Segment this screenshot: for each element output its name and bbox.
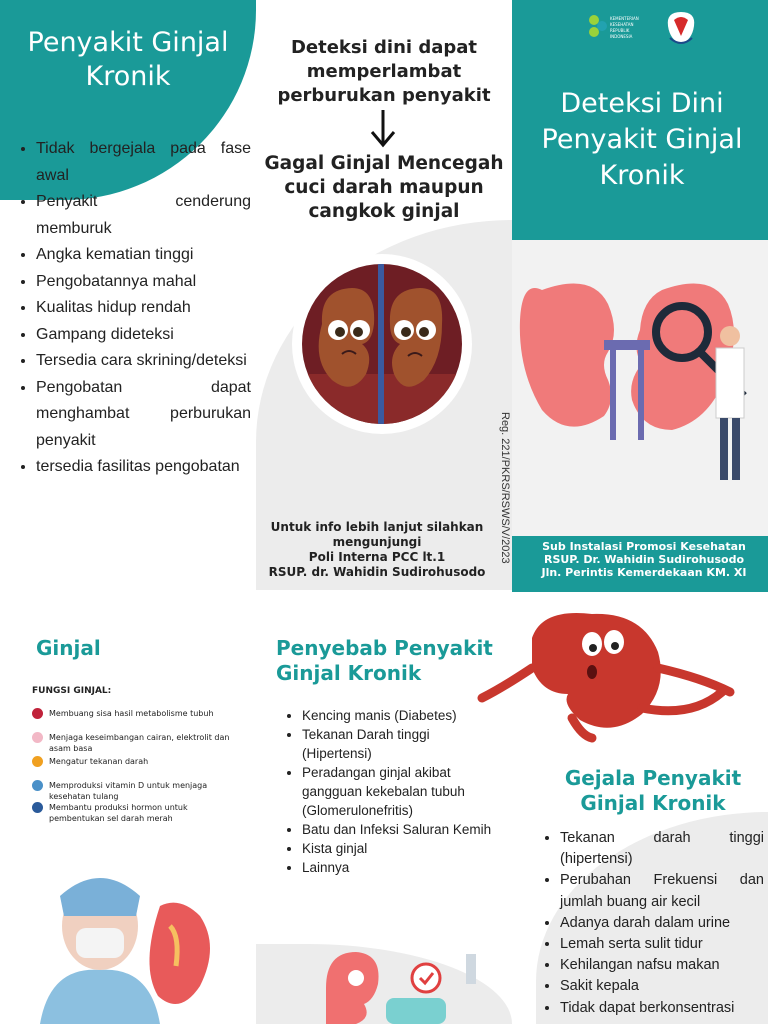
- list-item: • Adanya darah dalam urine: [560, 913, 764, 934]
- list-item: • Batu dan Infeksi Saluran Kemih: [302, 820, 502, 839]
- function-item: Memproduksi vitamin D untuk menjaga kesehatan tulang: [32, 780, 242, 802]
- function-item: Menjaga keseimbangan cairan, elektrolit dan asam basa: [32, 732, 242, 754]
- svg-text:INDONESIA: INDONESIA: [610, 34, 633, 39]
- doctor-kidney-photo: [30, 866, 240, 1024]
- list-item: • Peradangan ginjal akibat gangguan kekebalan tubuh (Glomerulonefritis): [302, 763, 502, 820]
- panel2-heading: Deteksi dini dapat memperlambat perburukan penyakit: [277, 37, 491, 106]
- sad-kidney-character: [472, 608, 740, 744]
- address-line: RSUP. Dr. Wahidin Sudirohusodo: [543, 553, 745, 566]
- list-item: • Perubahan Frekuensi dan jumlah buang air kecil: [560, 870, 764, 912]
- hospital-address: [520, 540, 768, 579]
- gejala-title: Gejala Penyakit Ginjal Kronik: [564, 766, 742, 815]
- list-item: • Kista ginjal: [302, 839, 502, 858]
- kidney-characters-illustration: [302, 264, 462, 424]
- list-item: • Angka kematian tinggi: [36, 242, 251, 269]
- list-item: • Tekanan Darah tinggi (Hipertensi): [302, 725, 502, 763]
- registration-number: [488, 410, 511, 590]
- panel1-title: Penyakit Ginjal Kronik: [27, 27, 229, 92]
- svg-text:KESEHATAN: KESEHATAN: [610, 22, 634, 27]
- function-item: Membantu produksi hormon untuk pembentukan sel darah merah: [32, 802, 242, 824]
- info-line: Poli Interna PCC lt.1: [308, 550, 446, 564]
- list-item: • Kualitas hidup rendah: [36, 295, 251, 322]
- svg-text:KEMENTERIAN: KEMENTERIAN: [610, 16, 639, 21]
- list-item: • Tekanan darah tinggi (hipertensi): [560, 828, 764, 870]
- info-line: RSUP. dr. Wahidin Sudirohusodo: [268, 565, 486, 579]
- reg-text: Reg. 221/PKRS/RSWS/V/2023: [499, 412, 511, 564]
- function-bullet-icon: [32, 732, 43, 743]
- penyebab-title: Penyebab Penyakit Ginjal Kronik: [276, 636, 493, 685]
- address-line: Sub Instalasi Promosi Kesehatan: [542, 540, 746, 553]
- function-bullet-icon: [32, 708, 43, 719]
- list-item: • tersedia fasilitas pengobatan: [36, 454, 251, 481]
- panel2-subheading: Gagal Ginjal Mencegah cuci darah maupun cangkok ginjal: [264, 153, 504, 222]
- function-item: Mengatur tekanan darah: [32, 756, 242, 767]
- function-bullet-icon: [32, 756, 43, 767]
- kemenkes-logo: [584, 10, 650, 44]
- list-item: • Lainnya: [302, 858, 502, 877]
- list-item: • Penyakit cenderung memburuk: [36, 189, 251, 242]
- list-item: • Lemah serta sulit tidur: [560, 934, 764, 955]
- gejala-list: [544, 828, 764, 1019]
- panel3-title: Deteksi Dini Penyakit Ginjal Kronik: [541, 88, 743, 191]
- address-line: Jln. Perintis Kemerdekaan KM. XI: [541, 566, 747, 579]
- info-line: Untuk info lebih lanjut silahkan mengunjungi: [270, 520, 484, 549]
- function-item: Membuang sisa hasil metabolisme tubuh: [32, 708, 242, 719]
- arrow-down-icon: [368, 108, 398, 148]
- contact-info: [262, 520, 492, 580]
- list-item: • Pengobatan dapat menghambat perburukan penyakit: [36, 375, 251, 455]
- kidney-doctor-illustration: [512, 260, 768, 500]
- list-item: • Pengobatannya mahal: [36, 269, 251, 296]
- list-item: • Kencing manis (Diabetes): [302, 706, 502, 725]
- function-bullet-icon: [32, 802, 43, 813]
- list-item: • Sakit kepala: [560, 976, 764, 997]
- kidney-organs-illustration: [316, 948, 476, 1024]
- list-item: • Kehilangan nafsu makan: [560, 955, 764, 976]
- list-item: • Tersedia cara skrining/deteksi: [36, 348, 251, 375]
- hospital-logo: [660, 8, 702, 48]
- svg-text:REPUBLIK: REPUBLIK: [610, 28, 630, 33]
- panel1-list: [16, 136, 251, 481]
- penyebab-list: [286, 706, 502, 877]
- function-bullet-icon: [32, 780, 43, 791]
- list-item: • Tidak dapat berkonsentrasi: [560, 998, 764, 1019]
- ginjal-title: Ginjal: [36, 636, 101, 660]
- fungsi-ginjal-subtitle: FUNGSI GINJAL:: [32, 686, 112, 696]
- list-item: • Tidak bergejala pada fase awal: [36, 136, 251, 189]
- list-item: • Gampang dideteksi: [36, 322, 251, 349]
